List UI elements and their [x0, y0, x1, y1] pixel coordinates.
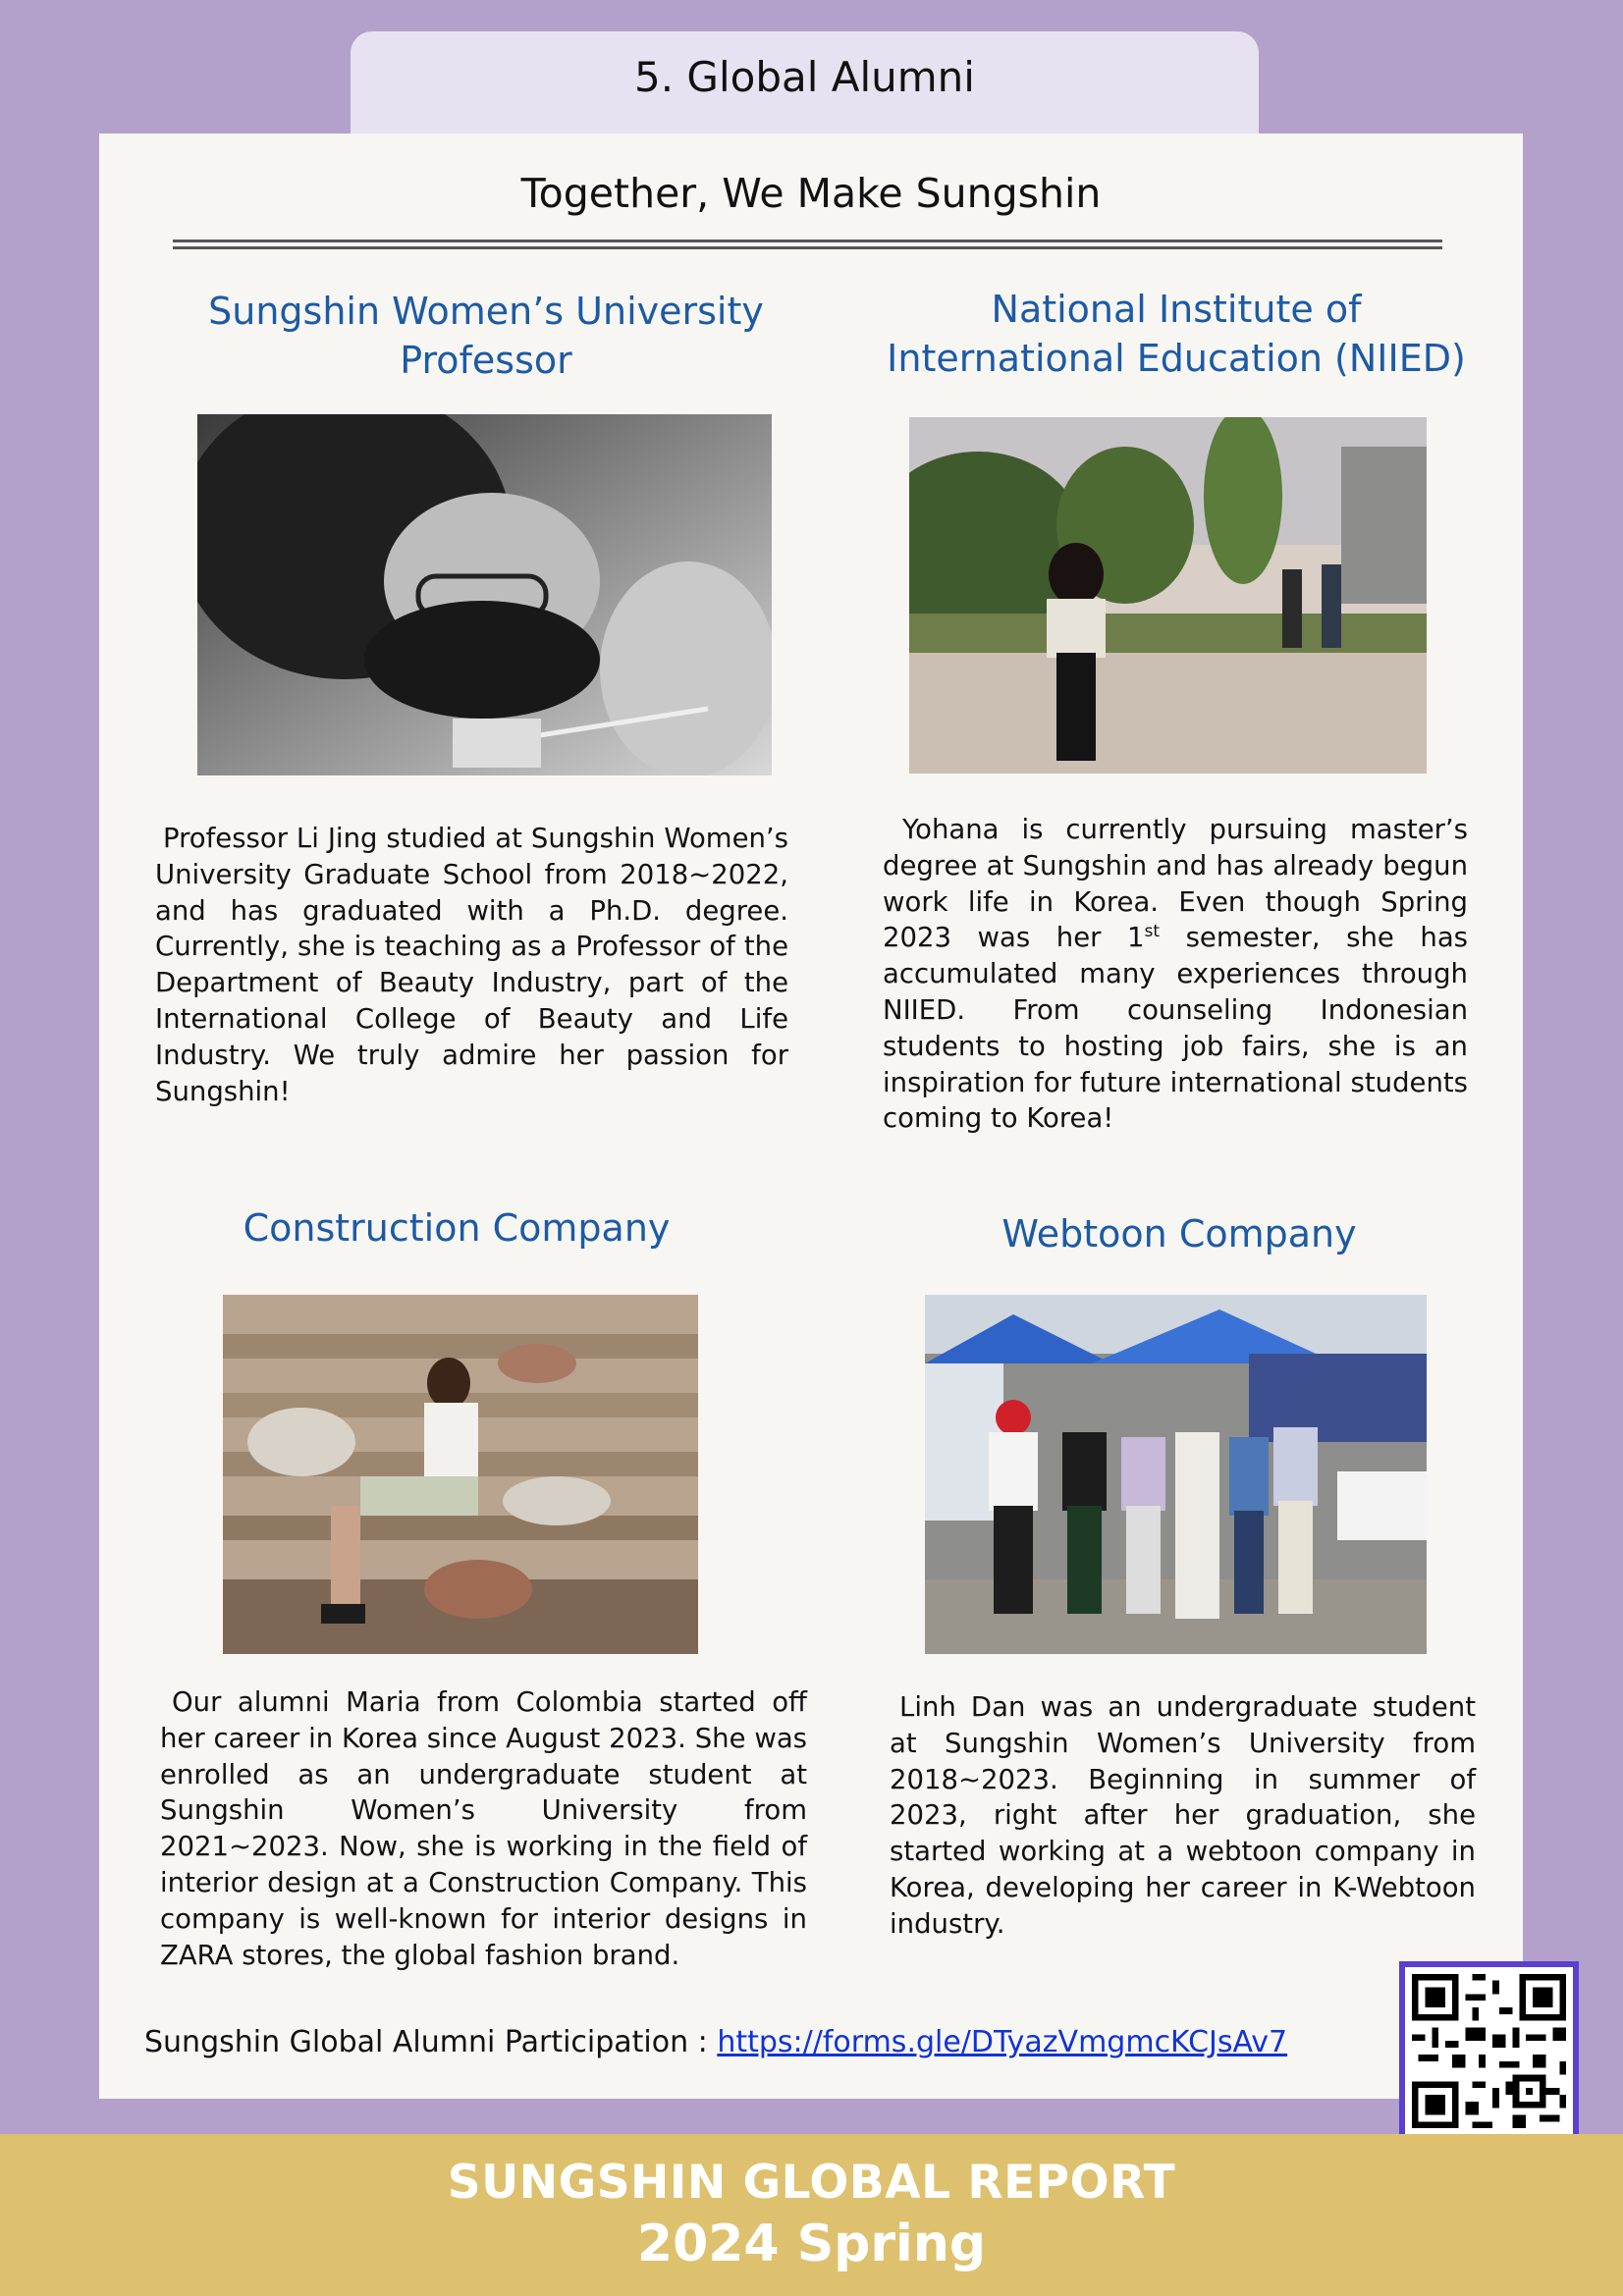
participation-link[interactable]: https://forms.gle/DTyazVmgmcKCJsAv7	[717, 2025, 1288, 2059]
footer-edition: 2024 Spring	[636, 2215, 987, 2273]
heading-webtoon	[926, 1209, 1433, 1258]
heading-professor-line2: Professor	[400, 339, 572, 382]
qr-code[interactable]	[1399, 1961, 1579, 2141]
heading-niied-line2: International Education (NIIED)	[887, 337, 1466, 380]
heading-construction	[172, 1203, 741, 1253]
heading-niied-line1: National Institute of	[991, 288, 1362, 331]
qr-code-icon	[1405, 1967, 1573, 2135]
text-niied-part1: Yohana is currently pursuing master’s degree at Sungshin and has already begun work life in Korea. Even though Spring 2023 was her 1	[883, 814, 1468, 954]
photo-webtoon	[925, 1295, 1427, 1654]
text-niied-part2: semester, she has accumulated many experiences through NIIED. From counseling Indonesian students to hosting job fairs, she is an inspiration for future international students coming to Korea!	[883, 922, 1468, 1135]
text-webtoon: Linh Dan was an undergraduate student at Sungshin Women’s University from 2018~2023. Beginning in summer of 2023, right after her graduation, she started working at a webtoon company in Korea, developing her career in K-Webtoon industry.	[890, 1691, 1476, 1940]
participation-label: Sungshin Global Alumni Participation :	[144, 2025, 718, 2059]
heading-webtoon-line1: Webtoon Company	[1001, 1212, 1357, 1255]
heading-construction-line1: Construction Company	[243, 1206, 671, 1250]
text-construction: Our alumni Maria from Colombia started off her career in Korea since August 2023. She was enrolled as an undergraduate student at Sungshin Women’s University from 2021~2023. Now, she is working in the field of interior design at a Construction Company. This company is well-known for interior designs in ZARA stores, the global fashion brand.	[160, 1686, 807, 1971]
heading-niied	[852, 285, 1500, 383]
section-tab	[351, 31, 1259, 139]
photo-construction	[223, 1295, 698, 1654]
text-niied	[883, 812, 1468, 1137]
text-niied-superscript: st	[1144, 922, 1161, 942]
heading-professor	[167, 287, 805, 385]
title-divider	[173, 240, 1442, 249]
section-tab-label: 5. Global Alumni	[634, 53, 975, 101]
text-professor: Professor Li Jing studied at Sungshin Women’s University Graduate School from 2018~2022, and has graduated with a Ph.D. degree. Currently, she is teaching as a Professor of the Department of Beauty Industry, part of the International College of Beauty and Life Industry. We truly admire her passion for Sungshin!	[155, 823, 788, 1107]
photo-niied	[909, 417, 1427, 774]
heading-professor-line1: Sungshin Women’s University	[208, 290, 764, 333]
participation-row	[144, 2025, 1287, 2059]
photo-professor	[197, 414, 772, 775]
footer-report-title: SUNGSHIN GLOBAL REPORT	[447, 2156, 1176, 2210]
panel-title: Together, We Make Sungshin	[520, 170, 1102, 217]
